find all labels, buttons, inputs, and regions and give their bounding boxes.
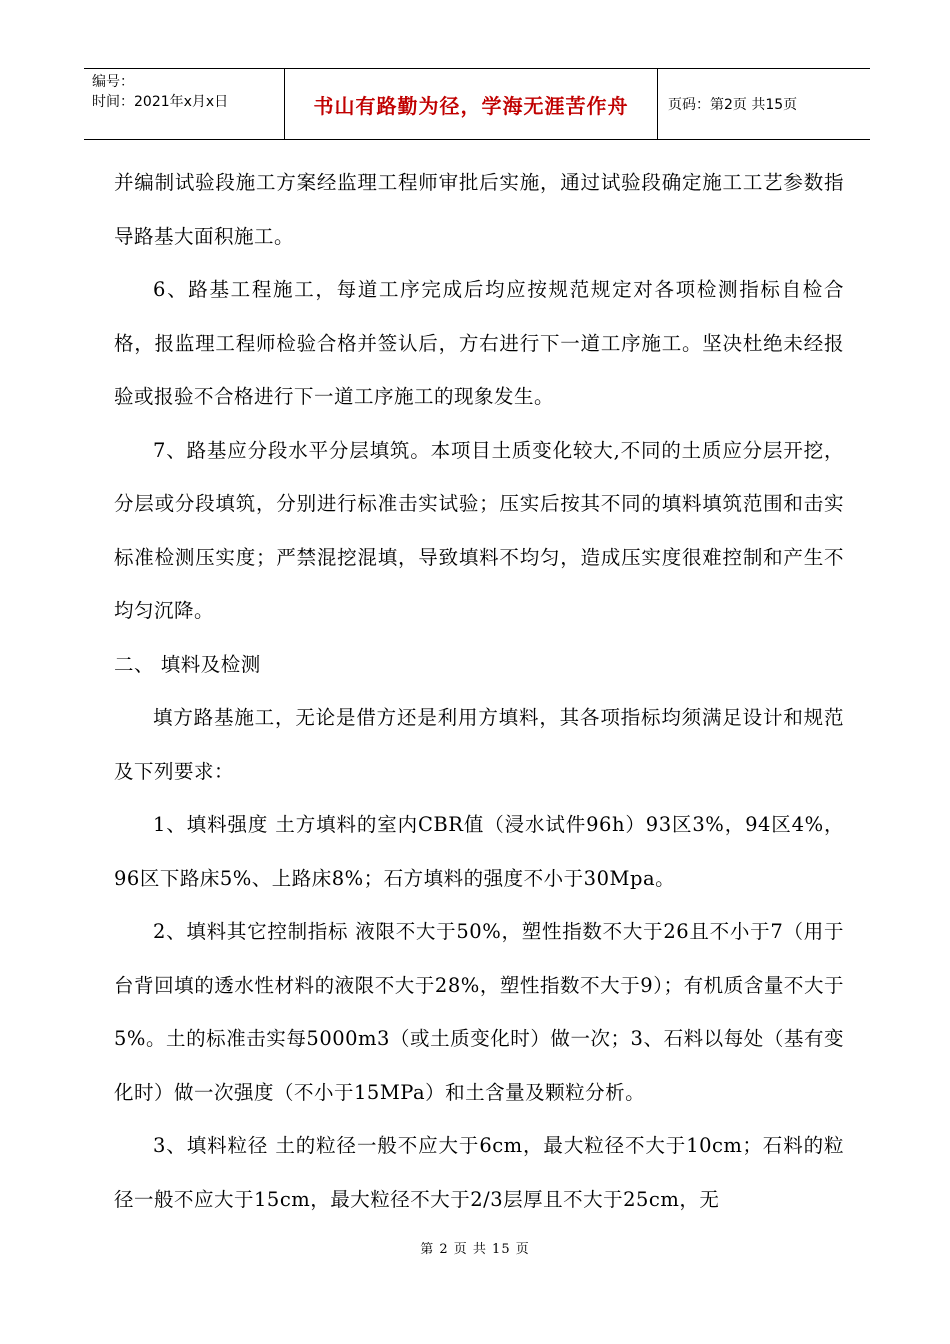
body-paragraph: 填方路基施工，无论是借方还是利用方填料，其各项指标均须满足设计和规范及下列要求： [114,706,844,783]
section-heading: 二、 填料及检测 [114,652,261,676]
body-paragraph: 2、填料其它控制指标 液限不大于50%，塑性指数不大于26且不小于7（用于台背回填的透水性材料的液限不大于28%，塑性指数不大于9）；有机质含量不大于5%。土的标准击实每5000m3（或土质变化时）做一次；3、石料以每处（基有变化时）做一次强度（不小于15MPa）和土含量及颗粒分析。 [114,920,844,1104]
header-motto: 书山有路勤为径，学海无涯苦作舟 [285,69,658,139]
body-paragraph: 7、路基应分段水平分层填筑。本项目土质变化较大,不同的土质应分层开挖，分层或分段填筑，分别进行标准击实试验；压实后按其不同的填料填筑范围和击实标准检测压实度；严禁混挖混填，导致填料不均匀，造成压实度很难控制和产生不均匀沉降。 [114,438,844,622]
body-paragraph: 3、填料粒径 土的粒径一般不应大于6cm，最大粒径不大于10cm；石料的粒径一般不应大于15cm，最大粒径不大于2/3层厚且不大于25cm，无 [114,1134,844,1211]
document-body [114,156,844,1226]
page-footer: 第 2 页 共 15 页 [420,1242,530,1257]
page-header [84,68,870,140]
document-number-label: 编号： [92,74,134,90]
header-page-info: 页码：第2页 共15页 [668,97,798,113]
header-meta [84,69,285,139]
body-paragraph: 6、路基工程施工，每道工序完成后均应按规范规定对各项检测指标自检合格，报监理工程师检验合格并签认后，方右进行下一道工序施工。坚决杜绝未经报验或报验不合格进行下一道工序施工的现象发生。 [114,278,844,408]
body-paragraph: 并编制试验段施工方案经监理工程师审批后实施，通过试验段确定施工工艺参数指导路基大面积施工。 [114,171,844,248]
body-paragraph: 1、填料强度 土方填料的室内CBR值（浸水试件96h）93区3%，94区4%，96区下路床5%、上路床8%；石方填料的强度不小于30Mpa。 [114,813,844,890]
document-date-label: 时间：2021年x月x日 [92,94,229,110]
